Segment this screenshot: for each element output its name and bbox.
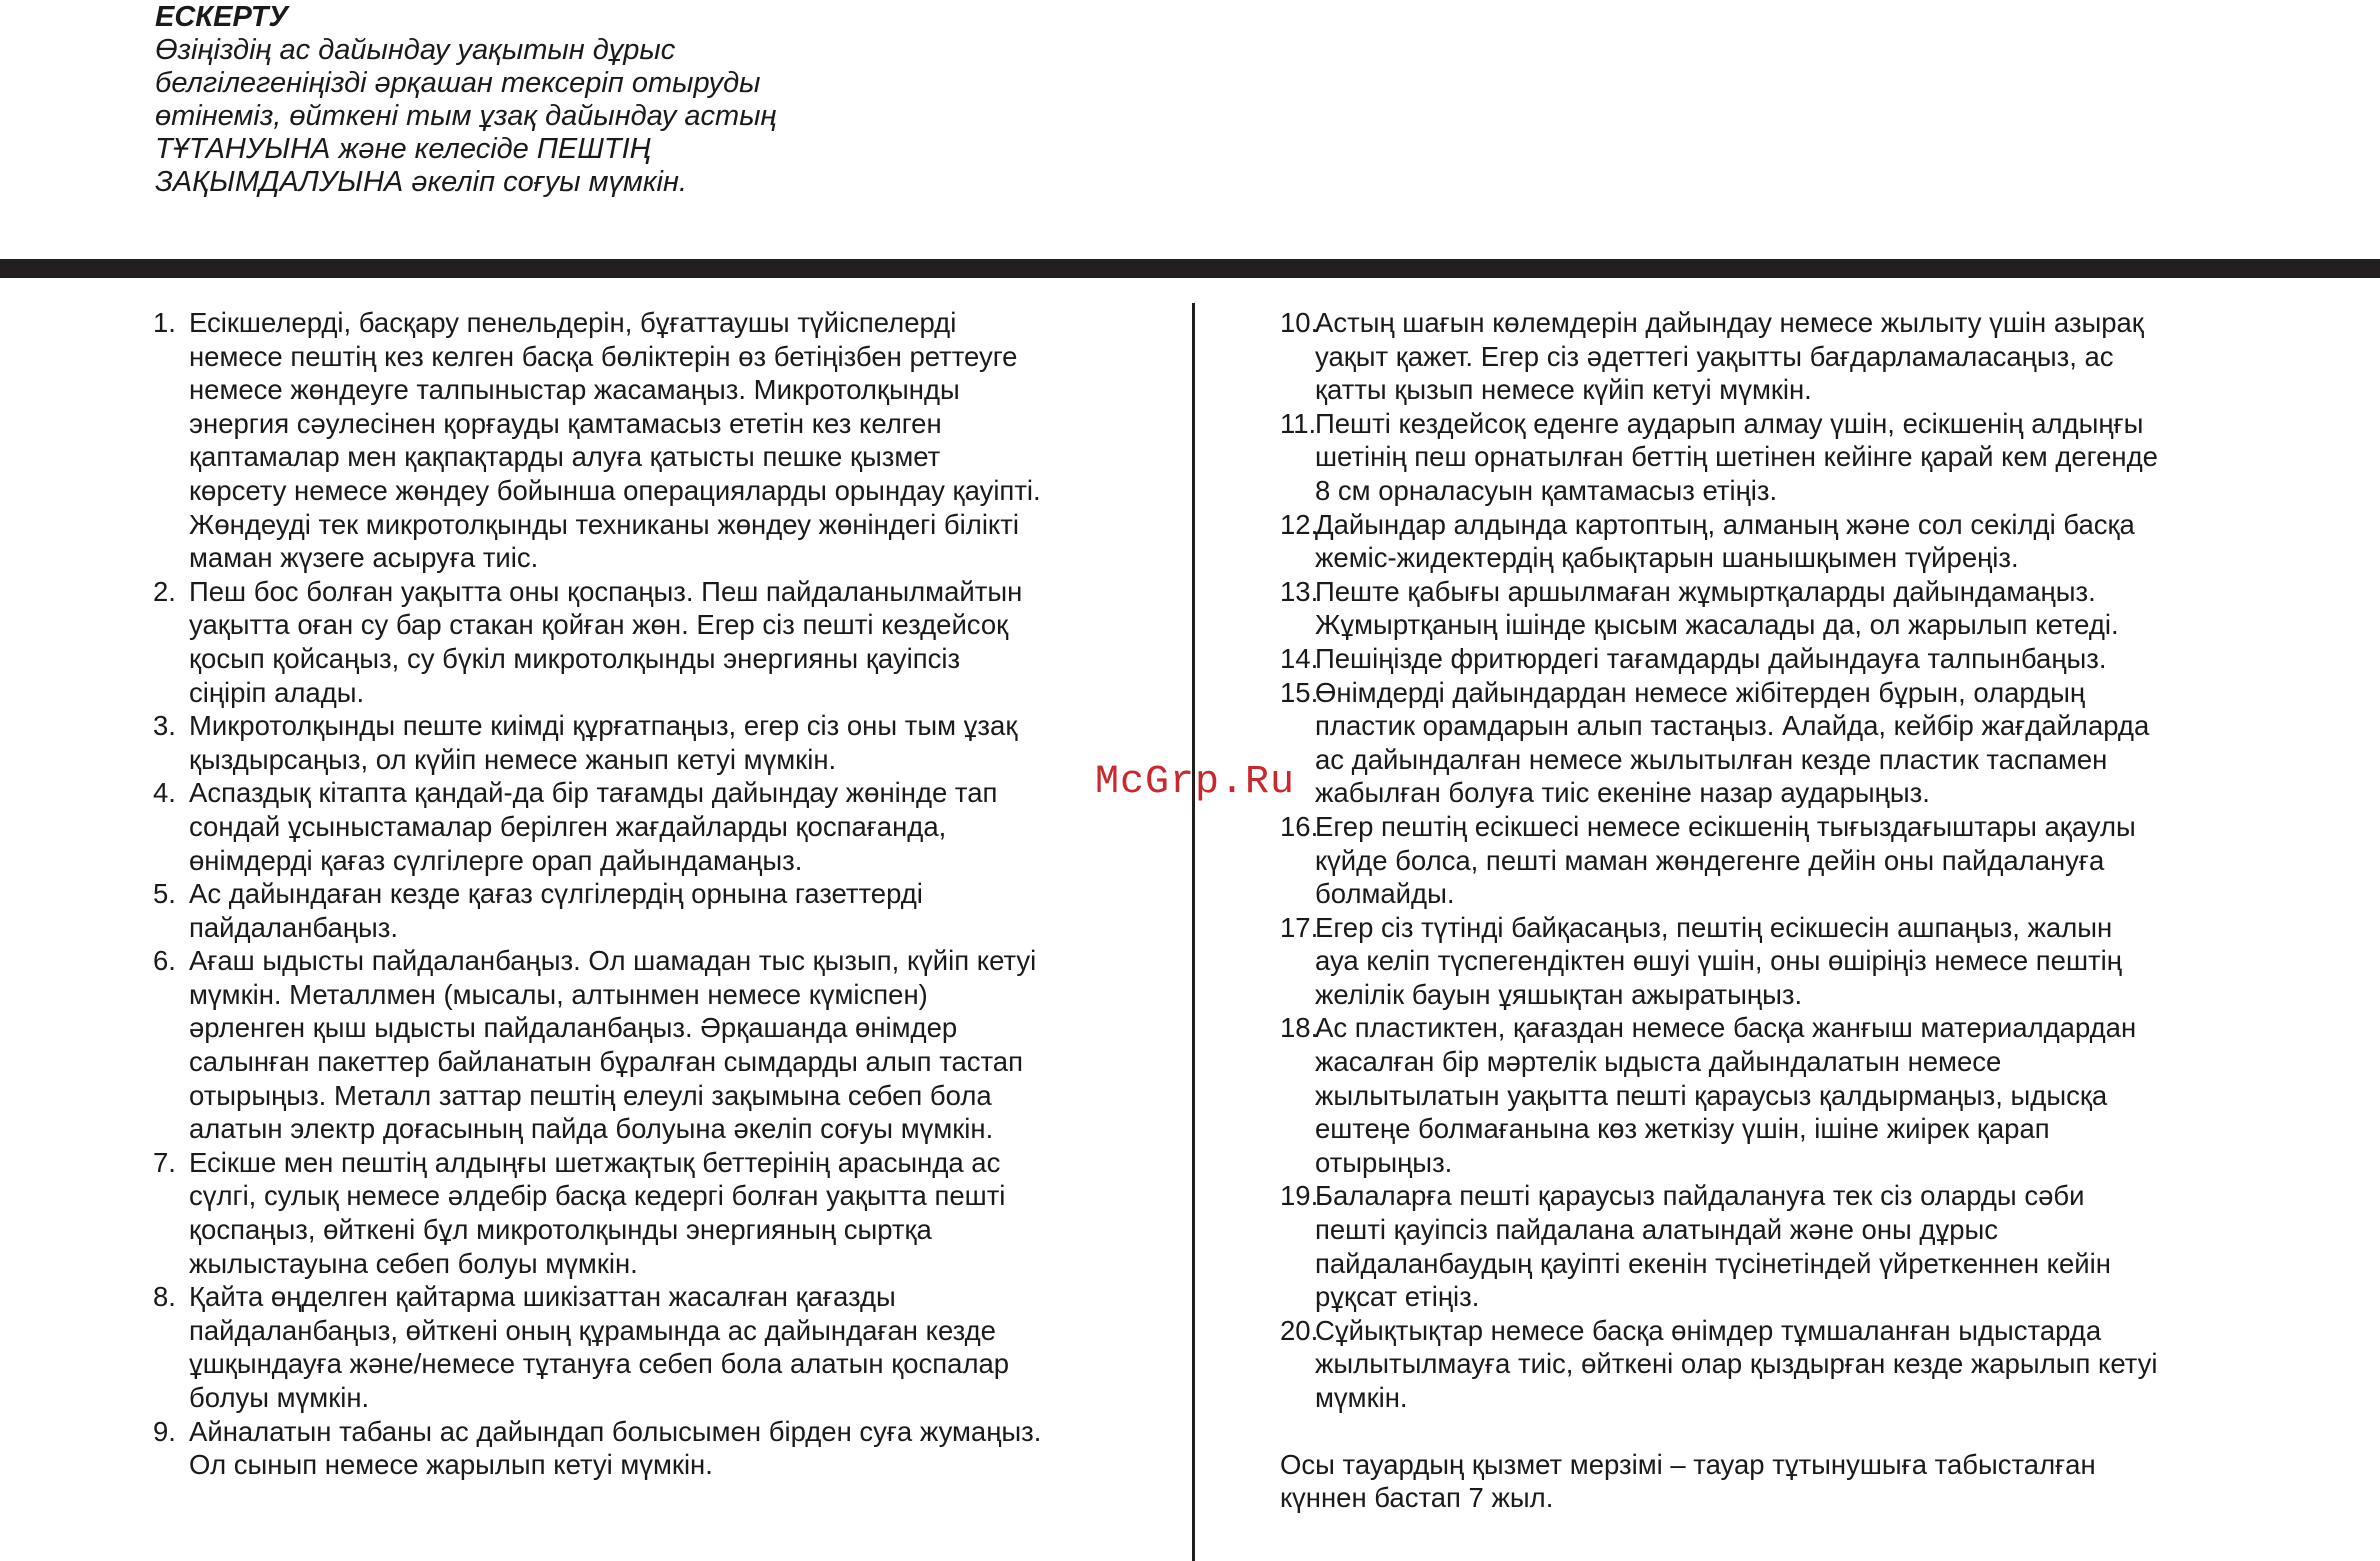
- item-text: [1315, 508, 2360, 575]
- item-text-line: сіңіріп алады.: [189, 676, 365, 708]
- item-text-line: Аспаздық кітапта қандай-да бір тағамды дайындау жөнінде тап: [189, 777, 998, 809]
- item-text-line: мүмкін.: [1315, 1382, 1408, 1413]
- item-number: 8.: [153, 1281, 176, 1313]
- item-text-line: Дайындар алдында картоптың, алманың және сол секілді басқа: [1315, 508, 2135, 540]
- item-text-line: мүмкін. Металлмен (мысалы, алтынмен немесе күміспен): [189, 978, 928, 1010]
- list-item: [153, 877, 1183, 944]
- item-text-line: маман жүзеге асыруға тиіс.: [189, 542, 539, 574]
- item-text-line: жылытылатын уақытта пешті қараусыз қалдырмаңыз, ыдысқа: [1315, 1079, 2108, 1111]
- item-text-line: 8 см орналасуын қамтамасыз етіңіз.: [1315, 474, 1778, 506]
- item-number: 4.: [153, 777, 176, 809]
- list-item: [153, 306, 1183, 575]
- warning-line: ЗАҚЫМДАЛУЫНА әкеліп соғуы мүмкін.: [155, 166, 688, 198]
- item-text-line: жылытылмауға тиіс, өйткені олар қыздырған кезде жарылып кетуі: [1315, 1348, 2158, 1380]
- item-text-line: пайдаланбаудың қауіпті екенін түсінетіндей үйреткеннен кейін: [1315, 1247, 2111, 1279]
- list-item: [153, 1146, 1183, 1280]
- list-item: [1280, 575, 2360, 642]
- item-text-line: отырыңыз.: [1315, 1146, 1453, 1178]
- item-text: [189, 1146, 1183, 1280]
- item-text-line: Ас дайындаған кезде қағаз сүлгілердің орнына газеттерді: [189, 878, 923, 910]
- item-text-line: жеміс-жидектердің қабықтарын шанышқымен түйреңіз.: [1315, 542, 2019, 574]
- item-number: 19.: [1280, 1180, 1319, 1212]
- item-text-line: сүлгі, сулық немесе әлдебір басқа кедергі болған уақытта пешті: [189, 1180, 1006, 1212]
- item-text-line: энергия сәулесінен қорғауды қамтамасыз ететін кез келген: [189, 407, 942, 439]
- item-text-line: пластик орамдарын алып тастаңыз. Алайда, кейбір жағдайларда: [1315, 710, 2150, 742]
- item-text-line: Сұйықтықтар немесе басқа өнімдер тұмшаланған ыдыстарда: [1315, 1314, 2102, 1346]
- item-text-line: Егер сіз түтінді байқасаңыз, пештің есікшесін ашпаңыз, жалын: [1315, 911, 2113, 943]
- list-item: [153, 1280, 1183, 1414]
- item-text-line: болуы мүмкін.: [189, 1382, 370, 1413]
- item-text-line: Пеш бос болған уақытта оны қоспаңыз. Пеш пайдаланылмайтын: [189, 575, 1023, 607]
- item-text-line: жылыстауына себеп болуы мүмкін.: [189, 1247, 638, 1279]
- service-life-line: күннен бастап 7 жыл.: [1280, 1482, 1554, 1514]
- item-text-line: жасалған бір мәртелік ыдыста дайындалатын немесе: [1315, 1046, 2002, 1078]
- item-text-line: Есікшелерді, басқару пенельдерін, бұғаттаушы түйіспелерді: [189, 307, 957, 338]
- item-text-line: болмайды.: [1315, 878, 1455, 910]
- item-text: [189, 1415, 1183, 1482]
- item-text-line: отырыңыз. Металл заттар пештің елеулі зақымына себеп бола: [189, 1079, 992, 1111]
- item-text: [1315, 642, 2360, 676]
- item-number: 7.: [153, 1146, 176, 1178]
- item-text-line: Ағаш ыдысты пайдаланбаңыз. Ол шамадан тыс қызып, күйіп кетуі: [189, 945, 1037, 977]
- list-item: [153, 1415, 1183, 1482]
- item-text: [1315, 911, 2360, 1012]
- item-text: [1315, 676, 2360, 810]
- list-item: [153, 575, 1183, 709]
- item-number: 18.: [1280, 1012, 1319, 1044]
- section-divider-bar: [0, 259, 2380, 278]
- column-divider: [1192, 303, 1195, 1561]
- item-text: [1315, 1179, 2360, 1313]
- item-text: [1315, 810, 2360, 911]
- item-number: 16.: [1280, 810, 1319, 842]
- item-text: [189, 944, 1183, 1146]
- item-text: [189, 877, 1183, 944]
- list-item: [1280, 642, 2360, 676]
- left-column: [153, 306, 1183, 1482]
- warning-line: ТҰТАНУЫНА және келесіде ПЕШТІҢ: [155, 133, 651, 165]
- list-item: [153, 776, 1183, 877]
- item-text-line: Айналатын табаны ас дайындап болысымен бірден суға жумаңыз.: [189, 1415, 1042, 1447]
- item-text-line: Пеште қабығы аршылмаған жұмыртқаларды дайындамаңыз.: [1315, 575, 2096, 607]
- item-text-line: Пешті кездейсоқ еденге аударып алмау үшін, есікшенің алдыңғы: [1315, 407, 2144, 439]
- item-number: 11.: [1280, 407, 1317, 439]
- item-text-line: қоспаңыз, өйткені бұл микротолқынды энергияның сыртқа: [189, 1214, 932, 1246]
- item-text-line: ас дайындалған немесе жылытылған кезде пластик таспамен: [1315, 743, 2108, 775]
- item-text-line: Қайта өңделген қайтарма шикізаттан жасалған қағазды: [189, 1281, 896, 1313]
- item-text-line: сондай ұсыныстамалар берілген жағдайларды қоспағанда,: [189, 810, 947, 842]
- item-number: 9.: [153, 1415, 176, 1447]
- item-text-line: көрсету немесе жөндеу бойынша операцияларды орындау қауіпті.: [189, 474, 1041, 506]
- warning-line: белгілегеніңізді әрқашан тексеріп отыруды: [155, 67, 761, 99]
- item-text: [1315, 1011, 2360, 1179]
- item-text: [1315, 575, 2360, 642]
- item-text-line: ештеңе болмағанына көз жеткізу үшін, ішіне жиірек қарап: [1315, 1113, 2050, 1145]
- list-item: [153, 709, 1183, 776]
- list-item: [153, 944, 1183, 1146]
- item-text: [189, 1280, 1183, 1414]
- item-text-line: қыздырсаңыз, ол күйіп немесе жанып кетуі мүмкін.: [189, 743, 837, 775]
- item-text: [1315, 407, 2360, 508]
- item-number: 15.: [1280, 676, 1319, 708]
- warning-line: Өзіңіздің ас дайындау уақытын дұрыс: [155, 34, 676, 66]
- right-column: [1280, 306, 2360, 1515]
- item-number: 10.: [1280, 307, 1319, 338]
- item-text-line: Егер пештің есікшесі немесе есікшенің тығыздағыштары ақаулы: [1315, 810, 2136, 842]
- item-text-line: Жөндеуді тек микротолқынды техниканы жөндеу жөніндегі білікті: [189, 508, 1019, 540]
- item-text: [189, 709, 1183, 776]
- warning-block: [155, 0, 875, 199]
- item-text-line: Пешіңізде фритюрдегі тағамдарды дайындауға талпынбаңыз.: [1315, 642, 2107, 674]
- list-item: [1280, 508, 2360, 575]
- item-text-line: Астың шағын көлемдерін дайындау немесе жылыту үшін азырақ: [1315, 307, 2144, 338]
- warning-line: өтінеміз, өйткені тым ұзақ дайындау астың: [155, 100, 777, 132]
- item-text-line: Ол сынып немесе жарылып кетуі мүмкін.: [189, 1449, 713, 1481]
- item-number: 12.: [1280, 508, 1319, 540]
- item-text-line: жабылған болуға тиіс екеніне назар аударыңыз.: [1315, 777, 1930, 809]
- item-number: 5.: [153, 878, 176, 910]
- item-number: 3.: [153, 710, 176, 742]
- item-text-line: Балаларға пешті қараусыз пайдалануға тек сіз оларды сәби: [1315, 1180, 2085, 1212]
- item-text-line: рұқсат етіңіз.: [1315, 1281, 1480, 1313]
- item-text-line: алатын электр доғасының пайда болуына әкеліп соғуы мүмкін.: [189, 1113, 994, 1145]
- item-number: 1.: [153, 307, 176, 338]
- service-life-note: [1280, 1448, 2360, 1515]
- item-text-line: әрленген қыш ыдысты пайдаланбаңыз. Әрқашанда өнімдер: [189, 1012, 958, 1044]
- item-number: 14.: [1280, 642, 1319, 674]
- item-text-line: Микротолқынды пеште киімді құрғатпаңыз, егер сіз оны тым ұзақ: [189, 710, 1018, 742]
- warning-title: ЕСКЕРТУ: [155, 1, 289, 33]
- list-item: [1280, 1179, 2360, 1313]
- list-item: [1280, 911, 2360, 1012]
- list-item: [1280, 676, 2360, 810]
- list-item: [1280, 1011, 2360, 1179]
- watermark-text: McGrp.Ru: [1095, 760, 1296, 805]
- list-item: [1280, 810, 2360, 911]
- item-text-line: күйде болса, пешті маман жөндегенге дейін оны пайдалануға: [1315, 844, 2105, 876]
- item-text-line: Жұмыртқаның ішінде қысым жасалады да, ол жарылып кетеді.: [1315, 609, 2119, 641]
- list-item: [1280, 306, 2360, 407]
- item-number: 6.: [153, 945, 176, 977]
- item-text-line: Өнімдерді дайындардан немесе жібітерден бұрын, олардың: [1315, 676, 2086, 708]
- item-text: [189, 306, 1183, 575]
- item-text-line: желілік бауын ұяшықтан ажыратыңыз.: [1315, 978, 1803, 1010]
- service-life-line: Осы тауардың қызмет мерзімі – тауар тұтынушыға табысталған: [1280, 1448, 2096, 1480]
- item-text-line: Ас пластиктен, қағаздан немесе басқа жанғыш материалдардан: [1315, 1012, 2137, 1044]
- item-text-line: өнімдерді қағаз сүлгілерге орап дайындамаңыз.: [189, 844, 803, 876]
- item-text-line: пайдаланбаңыз.: [189, 911, 399, 943]
- item-text: [189, 776, 1183, 877]
- item-number: 20.: [1280, 1314, 1319, 1346]
- item-text-line: салынған пакеттер байланатын бұралған сымдарды алып тастап: [189, 1046, 1023, 1078]
- list-item: [1280, 1314, 2360, 1415]
- item-text-line: шетінің пеш орнатылған беттің шетінен кейінге қарай кем дегенде: [1315, 441, 2158, 473]
- item-text-line: ұшқындауға және/немесе тұтануға себеп бола алатын қоспалар: [189, 1348, 1010, 1380]
- list-item: [1280, 407, 2360, 508]
- item-text-line: қосып қойсаңыз, су бүкіл микротолқынды энергияны қауіпсіз: [189, 642, 961, 674]
- item-text-line: ауа келіп түспегендіктен өшуі үшін, оны өшіріңіз немесе пештің: [1315, 945, 2122, 977]
- item-number: 13.: [1280, 575, 1319, 607]
- item-text-line: Есікше мен пештің алдыңғы шетжақтық беттерінің арасында ас: [189, 1146, 1001, 1178]
- item-text: [1315, 306, 2360, 407]
- item-number: 2.: [153, 575, 176, 607]
- item-text: [1315, 1314, 2360, 1415]
- item-text-line: пешті қауіпсіз пайдалана алатындай және оны дұрыс: [1315, 1214, 1999, 1246]
- item-text-line: немесе жөндеуге талпыныстар жасамаңыз. Микротолқынды: [189, 374, 960, 406]
- item-text-line: пайдаланбаңыз, өйткені оның құрамында ас дайындаған кезде: [189, 1314, 996, 1346]
- item-number: 17.: [1280, 911, 1319, 943]
- item-text-line: қаптамалар мен қақпақтарды алуға қатысты пешке қызмет: [189, 441, 941, 473]
- item-text-line: уақыт қажет. Егер сіз әдеттегі уақытты бағдарламаласаңыз, ас: [1315, 340, 2114, 372]
- item-text-line: уақытта оған су бар стакан қойған жөн. Егер сіз пешті кездейсоқ: [189, 609, 1009, 641]
- item-text: [189, 575, 1183, 709]
- item-text-line: қатты қызып немесе күйіп кетуі мүмкін.: [1315, 374, 1812, 406]
- item-text-line: немесе пештің кез келген басқа бөліктерін өз бетіңізбен реттеуге: [189, 340, 1018, 372]
